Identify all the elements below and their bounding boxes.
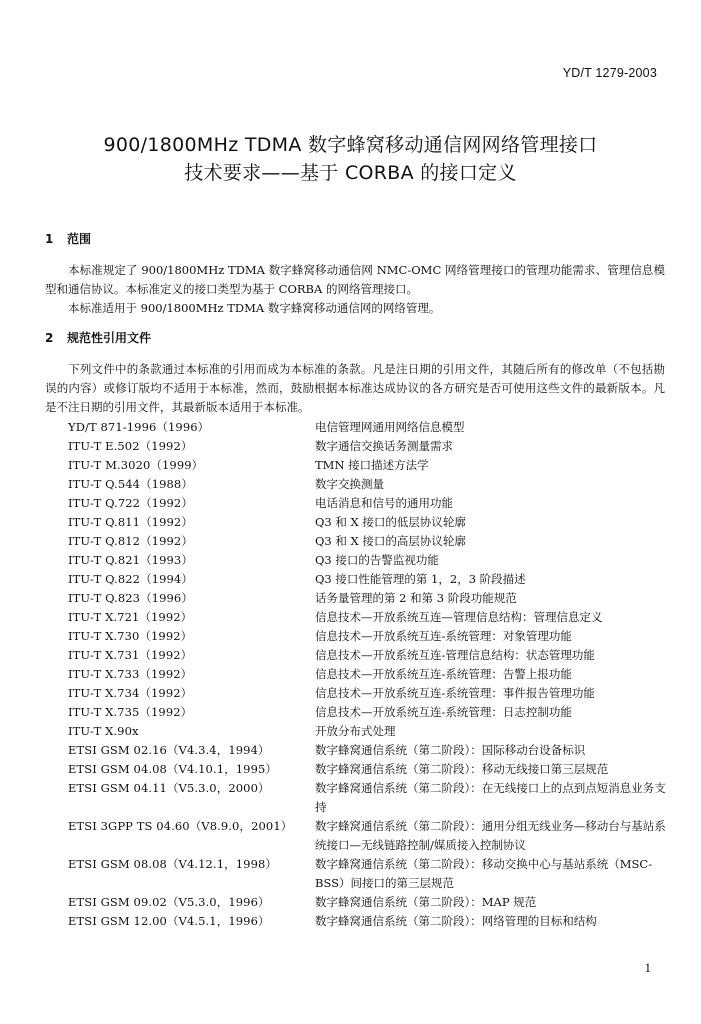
reference-title: 信息技术—开放系统互连—管理信息结构：管理信息定义 (315, 610, 603, 624)
reference-code: ITU-T Q.823（1996） (68, 591, 193, 605)
reference-title: 信息技术—开放系统互连-系统管理：告警上报功能 (315, 667, 572, 681)
reference-code: ITU-T X.735（1992） (68, 705, 193, 719)
reference-item (68, 646, 668, 665)
reference-code: ITU-T Q.811（1992） (68, 515, 193, 529)
reference-item (68, 893, 668, 912)
reference-code: ITU-T Q.722（1992） (68, 496, 193, 510)
reference-code: ITU-T X.721（1992） (68, 610, 193, 624)
reference-code: ETSI GSM 08.08（V4.12.1，1998） (68, 857, 278, 871)
reference-item (68, 456, 668, 475)
reference-item (68, 760, 668, 779)
section-1-paragraph-2 (45, 299, 665, 318)
reference-title: 信息技术—开放系统互连-系统管理：日志控制功能 (315, 705, 572, 719)
section-1-paragraph-1 (45, 261, 665, 299)
reference-item (68, 703, 668, 722)
document-title-line-2: 技术要求——基于 CORBA 的接口定义 (184, 162, 517, 184)
reference-title: 电话消息和信号的通用功能 (315, 496, 453, 510)
reference-item (68, 912, 668, 931)
reference-item (68, 475, 668, 494)
reference-item (68, 418, 668, 437)
reference-title: 数字蜂窝通信系统（第二阶段）：移动无线接口第三层规范 (315, 762, 609, 776)
reference-item (68, 627, 668, 646)
section-1-paragraph-1-text: 本标准规定了 900/1800MHz TDMA 数字蜂窝移动通信网 NMC-OMC 网络管理接口的管理功能需求、管理信息模型和通信协议。本标准定义的接口类型为基于 CORBA 的网络管理接口。 (45, 263, 665, 296)
reference-item (68, 513, 668, 532)
reference-code: ETSI GSM 02.16（V4.3.4，1994） (68, 743, 270, 757)
reference-code: ETSI GSM 04.08（V4.10.1，1995） (68, 762, 278, 776)
reference-item (68, 684, 668, 703)
reference-title: 开放分布式处理 (315, 724, 396, 738)
section-2-number: 2 (45, 331, 54, 345)
section-2-heading (45, 329, 151, 346)
reference-title: 信息技术—开放系统互连-系统管理：对象管理功能 (315, 629, 572, 643)
section-2-intro (45, 360, 665, 417)
reference-code: ITU-T E.502（1992） (68, 439, 193, 453)
section-1-paragraph-2-text: 本标准适用于 900/1800MHz TDMA 数字蜂窝移动通信网的网络管理。 (68, 301, 441, 315)
reference-item (68, 608, 668, 627)
reference-title: 话务量管理的第 2 和第 3 阶段功能规范 (315, 591, 517, 605)
reference-item (68, 817, 668, 855)
reference-title: 电信管理网通用网络信息模型 (315, 420, 465, 434)
reference-title: 数字蜂窝通信系统（第二阶段）：网络管理的目标和结构 (315, 914, 597, 928)
reference-title: TMN 接口描述方法学 (315, 458, 429, 472)
reference-code: ITU-T Q.821（1993） (68, 553, 193, 567)
reference-code: ITU-T Q.812（1992） (68, 534, 193, 548)
reference-item (68, 779, 668, 817)
page-number: 1 (644, 960, 651, 975)
reference-code: ITU-T X.733（1992） (68, 667, 193, 681)
reference-code: ITU-T Q.544（1988） (68, 477, 193, 491)
reference-title: Q3 接口性能管理的第 1，2，3 阶段描述 (315, 572, 526, 586)
reference-title: Q3 和 X 接口的低层协议轮廓 (315, 515, 466, 529)
reference-item (68, 570, 668, 589)
reference-title: 数字蜂窝通信系统（第二阶段）：在无线接口上的点到点短消息业务支持 (315, 781, 666, 814)
section-1-title: 范围 (67, 232, 92, 246)
reference-title: 数字交换测量 (315, 477, 384, 491)
reference-code: ITU-T X.90x (68, 724, 139, 738)
section-2-title: 规范性引用文件 (67, 331, 152, 345)
reference-item (68, 722, 668, 741)
reference-code: ETSI GSM 12.00（V4.5.1，1996） (68, 914, 270, 928)
reference-code: ITU-T X.734（1992） (68, 686, 193, 700)
reference-title: Q3 接口的告警监视功能 (315, 553, 439, 567)
reference-item (68, 589, 668, 608)
reference-code: ETSI 3GPP TS 04.60（V8.9.0，2001） (68, 819, 293, 833)
reference-item (68, 665, 668, 684)
reference-item (68, 855, 668, 893)
reference-item (68, 532, 668, 551)
reference-title: 信息技术—开放系统互连-系统管理：事件报告管理功能 (315, 686, 595, 700)
reference-code: ETSI GSM 04.11（V5.3.0，2000） (68, 781, 270, 795)
reference-item (68, 551, 668, 570)
reference-title: 数字蜂窝通信系统（第二阶段）：MAP 规范 (315, 895, 537, 909)
reference-title: 数字通信交换话务测量需求 (315, 439, 453, 453)
reference-code: ETSI GSM 09.02（V5.3.0，1996） (68, 895, 270, 909)
reference-item (68, 741, 668, 760)
reference-item (68, 437, 668, 456)
reference-item (68, 494, 668, 513)
section-2-intro-text: 下列文件中的条款通过本标准的引用而成为本标准的条款。凡是注日期的引用文件，其随后所有的修改单（不包括勘误的内容）或修订版均不适用于本标准，然而，鼓励根据本标准达成协议的各方研究是否可使用这些文件的最新版本。凡是不注日期的引用文件，其最新版本适用于本标准。 (45, 362, 665, 414)
normative-references-list (68, 418, 668, 931)
reference-title: 信息技术—开放系统互连-管理信息结构：状态管理功能 (315, 648, 595, 662)
document-title-line-1: 900/1800MHz TDMA 数字蜂窝移动通信网网络管理接口 (103, 134, 598, 156)
reference-code: ITU-T M.3020（1999） (68, 458, 204, 472)
reference-code: ITU-T X.730（1992） (68, 629, 193, 643)
standard-number: YD/T 1279-2003 (562, 66, 657, 80)
section-1-heading (45, 230, 91, 247)
reference-title: 数字蜂窝通信系统（第二阶段）：通用分组无线业务—移动台与基站系统接口—无线链路控制/媒质接入控制协议 (315, 819, 666, 852)
reference-code: ITU-T X.731（1992） (68, 648, 193, 662)
reference-title: Q3 和 X 接口的高层协议轮廓 (315, 534, 466, 548)
section-1-number: 1 (45, 232, 54, 246)
reference-title: 数字蜂窝通信系统（第二阶段）：移动交换中心与基站系统（MSC-BSS）间接口的第三层规范 (315, 857, 653, 890)
reference-title: 数字蜂窝通信系统（第二阶段）：国际移动台设备标识 (315, 743, 586, 757)
reference-code: YD/T 871-1996（1996） (68, 420, 210, 434)
reference-code: ITU-T Q.822（1994） (68, 572, 193, 586)
